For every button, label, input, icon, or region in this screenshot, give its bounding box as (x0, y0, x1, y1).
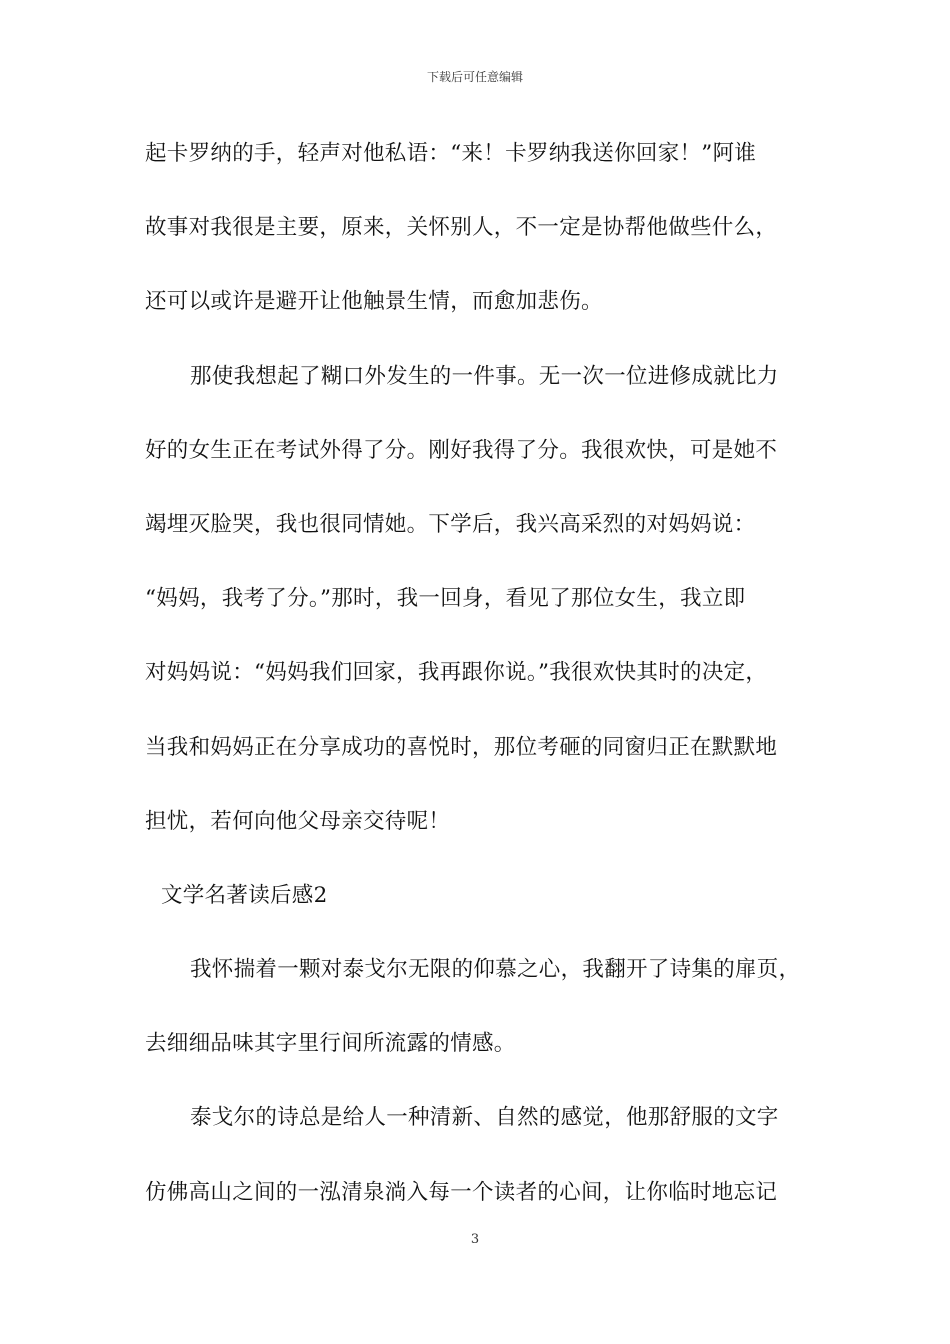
text-line: 起卡罗纳的手，轻声对他私语：“来！卡罗纳我送你回家！”阿谁 (145, 141, 757, 166)
text-line: “妈妈，我考了分。”那时，我一回身，看见了那位女生，我立即 (145, 586, 746, 612)
text-line: 故事对我很是主要，原来，关怀别人，不一定是协帮他做些什么， (145, 215, 778, 241)
text-line: 对妈妈说：“妈妈我们回家，我再跟你说。”我很欢快其时的决定， (145, 660, 768, 686)
paragraph-start-line: 泰戈尔的诗总是给人一种清新、自然的感觉，他那舒服的文字 (190, 1105, 779, 1131)
document-body (145, 132, 815, 1245)
text-line: 仿佛高山之间的一泓清泉淌入每一个读者的心间，让你临时地忘记 (145, 1179, 778, 1205)
paragraph-start-line: 那使我想起了糊口外发生的一件事。无一次一位进修成就比力 (190, 363, 779, 389)
section-heading: 文学名著读后感2 (161, 882, 328, 908)
text-line: 去细细品味其字里行间所流露的情感。 (145, 1031, 516, 1057)
text-line: 还可以或许是避开让他触景生情，而愈加悲伤。 (145, 289, 603, 315)
page-number: 3 (470, 1232, 480, 1247)
text-line: 好的女生正在考试外得了分。刚好我得了分。我很欢快，可是她不 (145, 437, 778, 463)
text-line: 当我和妈妈正在分享成功的喜悦时，那位考砸的同窗归正在默默地 (145, 734, 778, 760)
text-line: 担忧，若何向他父母亲交待呢！ (145, 808, 451, 834)
paragraph-start-line: 我怀揣着一颗对泰戈尔无限的仰慕之心，我翻开了诗集的扉页， (190, 957, 801, 983)
page-header: 下载后可任意编辑 (426, 70, 523, 84)
text-line: 竭埋灭脸哭，我也很同情她。下学后，我兴高采烈的对妈妈说： (145, 511, 756, 537)
